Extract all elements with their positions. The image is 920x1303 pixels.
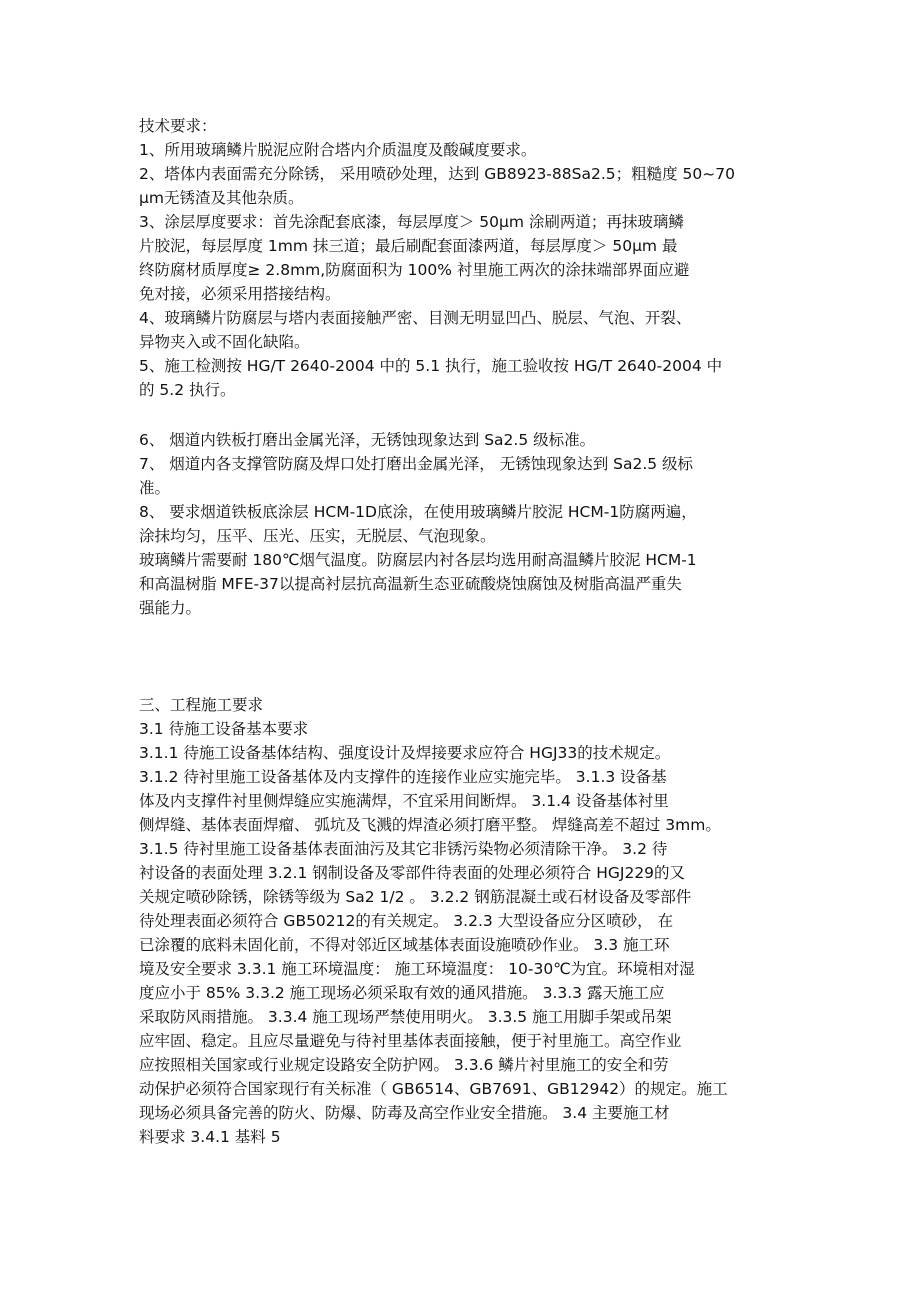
text-line: 已涂覆的底料未固化前，不得对邻近区域基体表面设施喷砂作业。 3.3 施工环 xyxy=(139,936,670,954)
text-line: 8、 要求烟道铁板底涂层 HCM-1D底涂，在使用玻璃鳞片胶泥 HCM-1防腐两遍， xyxy=(139,503,697,521)
text-line: 动保护必须符合国家现行有关标准（ GB6514、GB7691、GB12942）的规定。施工 xyxy=(139,1080,728,1098)
text-line: 3.1.5 待衬里施工设备基体表面油污及其它非锈污染物必须清除干净。 3.2 待 xyxy=(139,840,668,858)
text-line: 应牢固、稳定。且应尽量避免与待衬里基体表面接触，便于衬里施工。高空作业 xyxy=(139,1032,682,1050)
text-line: 境及安全要求 3.3.1 施工环境温度： 施工环境温度： 10-30℃为宜。环境相对湿 xyxy=(139,960,695,978)
text-line: 3.1.1 待施工设备基体结构、强度设计及焊接要求应符合 HGJ33的技术规定。 xyxy=(139,744,671,762)
text-line: 的 5.2 执行。 xyxy=(139,381,236,399)
text-line: 采取防风雨措施。 3.3.4 施工现场严禁使用明火。 3.3.5 施工用脚手架或吊架 xyxy=(139,1008,672,1026)
text-line: 免对接，必须采用搭接结构。 xyxy=(139,285,341,303)
text-line: 3.1.2 待衬里施工设备基体及内支撑件的连接作业应实施完毕。 3.1.3 设备基 xyxy=(139,768,667,786)
text-line: 涂抹均匀，压平、压光、压实，无脱层、气泡现象。 xyxy=(139,527,496,545)
text-line: 5、施工检测按 HG/T 2640-2004 中的 5.1 执行，施工验收按 HG/T 2640-2004 中 xyxy=(139,357,723,375)
text-line: 准。 xyxy=(139,479,171,497)
text-line: 衬设备的表面处理 3.2.1 钢制设备及零部件待表面的处理必须符合 HGJ229的又 xyxy=(139,864,686,882)
text-line: 1、所用玻璃鳞片脱泥应附合塔内介质温度及酸碱度要求。 xyxy=(139,141,537,159)
text-line: μm无锈渣及其他杂质。 xyxy=(139,189,304,207)
text-line: 和高温树脂 MFE-37以提高衬层抗高温新生态亚硫酸烧蚀腐蚀及树脂高温严重失 xyxy=(139,575,682,593)
text-line: 待处理表面必须符合 GB50212的有关规定。 3.2.3 大型设备应分区喷砂， 在 xyxy=(139,912,674,930)
text-line: 度应小于 85% 3.3.2 施工现场必须采取有效的通风措施。 3.3.3 露天施工应 xyxy=(139,984,665,1002)
text-line: 强能力。 xyxy=(139,599,202,617)
text-line: 异物夹入或不固化缺陷。 xyxy=(139,333,310,351)
text-line: 3、涂层厚度要求：首先涂配套底漆，每层厚度＞ 50μm 涂刷两道；再抹玻璃鳞 xyxy=(139,213,684,231)
text-line: 料要求 3.4.1 基料 5 xyxy=(139,1128,281,1146)
text-line: 2、塔体内表面需充分除锈， 采用喷砂处理，达到 GB8923-88Sa2.5；粗糙度 50~70 xyxy=(139,165,735,183)
text-line: 片胶泥，每层厚度 1mm 抹三道；最后刷配套面漆两道，每层厚度＞ 50μm 最 xyxy=(139,237,678,255)
text-line: 体及内支撑件衬里侧焊缝应实施满焊，不宜采用间断焊。 3.1.4 设备基体衬里 xyxy=(139,792,669,810)
text-line: 终防腐材质厚度≥ 2.8mm,防腐面积为 100% 衬里施工两次的涂抹端部界面应避 xyxy=(139,261,690,279)
section-heading: 三、工程施工要求 xyxy=(139,696,264,714)
text-line: 侧焊缝、基体表面焊瘤、 弧坑及飞溅的焊渣必须打磨平整。 焊缝高差不超过 3mm。 xyxy=(139,816,721,834)
text-line: 应按照相关国家或行业规定设路安全防护网。 3.3.6 鳞片衬里施工的安全和劳 xyxy=(139,1056,669,1074)
subsection-heading: 3.1 待施工设备基本要求 xyxy=(139,720,309,738)
text-line: 6、 烟道内铁板打磨出金属光泽，无锈蚀现象达到 Sa2.5 级标准。 xyxy=(139,431,596,449)
text-line: 7、 烟道内各支撑管防腐及焊口处打磨出金属光泽， 无锈蚀现象达到 Sa2.5 级标 xyxy=(139,455,694,473)
text-line: 玻璃鳞片需要耐 180℃烟气温度。防腐层内衬各层均选用耐高温鳞片胶泥 HCM-1 xyxy=(139,551,697,569)
heading-tech-requirements: 技术要求： xyxy=(139,117,217,135)
text-line: 现场必须具备完善的防火、防爆、防毒及高空作业安全措施。 3.4 主要施工材 xyxy=(139,1104,670,1122)
text-line: 关规定喷砂除锈，除锈等级为 Sa2 1/2 。 3.2.2 钢筋混凝土或石材设备及零部件 xyxy=(139,888,692,906)
text-line: 4、玻璃鳞片防腐层与塔内表面接触严密、目测无明显凹凸、脱层、气泡、开裂、 xyxy=(139,309,692,327)
